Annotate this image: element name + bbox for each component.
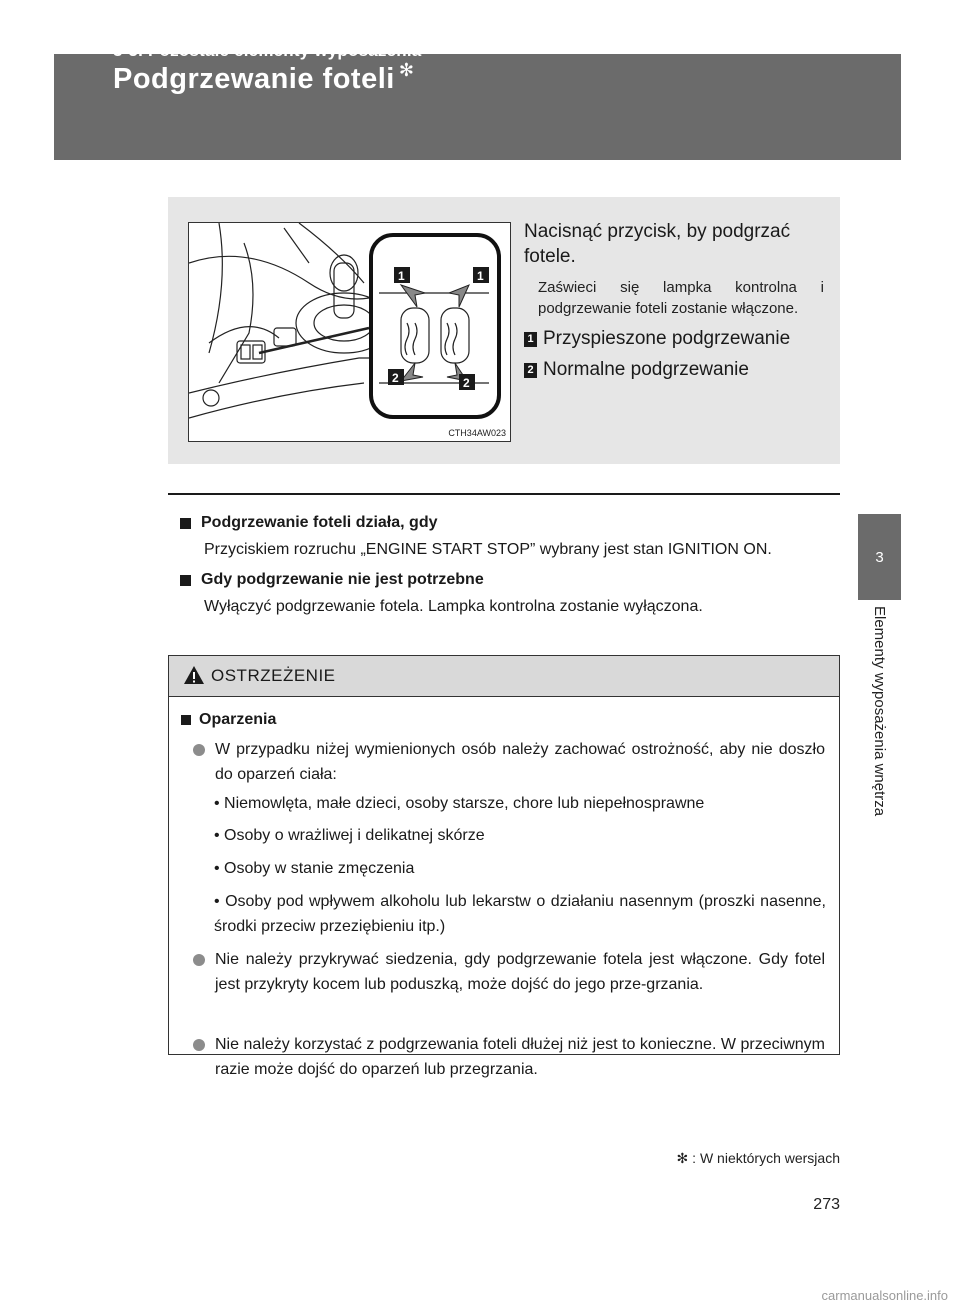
- warning-box: [168, 655, 840, 1078]
- square-bullet-icon: [180, 575, 191, 586]
- warning-bullet: [193, 737, 825, 787]
- asterisk-mark: ✻: [398, 60, 415, 80]
- bullet-dot-icon: [193, 1039, 205, 1051]
- warning-bullet: [193, 947, 825, 997]
- callout-2-right: 2: [463, 376, 470, 390]
- legend-label: Normalne podgrzewanie: [543, 359, 749, 380]
- note-item: [180, 514, 840, 559]
- warning-title: OSTRZEŻENIE: [211, 666, 336, 685]
- warning-subitem: • Osoby pod wpływem alkoholu lub lekarstw o działaniu nasennym (proszki nasenne, środki przeciw przeziębieniu itp.): [214, 893, 826, 935]
- warning-bullet-text: W przypadku niżej wymienionych osób należy zachować ostrożność, aby nie doszło do oparzeń ciała:: [215, 741, 825, 783]
- legend-item: [524, 328, 824, 350]
- instruction-detail: Zaświeci się lampka kontrolna i podgrzewanie foteli zostanie włączone.: [538, 279, 824, 317]
- warning-subitem: • Niemowlęta, małe dzieci, osoby starsze, chore lub niepełnosprawne: [214, 795, 705, 812]
- note-heading: [180, 571, 840, 589]
- legend-item: [524, 359, 824, 381]
- divider: [168, 493, 840, 495]
- seat-heater-illustration: [188, 222, 511, 442]
- chapter-label-text: Elementy wyposażenia wnętrza: [871, 606, 888, 817]
- instruction-text: Nacisnąć przycisk, by podgrzać fotele.: [524, 221, 791, 267]
- console-drawing: [189, 223, 510, 441]
- callout-2-left: 2: [392, 371, 399, 385]
- section-label: 3-5. Pozostałe elementy wyposażenia: [113, 41, 422, 60]
- chapter-label: [858, 600, 901, 890]
- legend-label: Przyspieszone podgrzewanie: [543, 328, 791, 349]
- callout-1-right: 1: [477, 269, 484, 283]
- page-title-text: Podgrzewanie foteli: [113, 63, 395, 95]
- watermark[interactable]: carmanualsonline.info: [821, 1288, 948, 1303]
- bullet-dot-icon: [193, 954, 205, 966]
- warning-bullet-text: Nie należy przykrywać siedzenia, gdy podgrzewanie fotela jest włączone. Gdy fotel jest przykryty kocem lub poduszką, może dojść do jego prze-grzania.: [215, 951, 825, 993]
- page-title: [113, 60, 414, 96]
- warning-bullet: [193, 1032, 825, 1082]
- warning-header: [169, 656, 839, 697]
- warning-heading: [181, 711, 276, 729]
- legend-number: 2: [524, 363, 537, 378]
- warning-triangle-icon: [183, 665, 205, 685]
- note-heading-text: Gdy podgrzewanie nie jest potrzebne: [201, 571, 484, 588]
- warning-bullet-text: Nie należy korzystać z podgrzewania foteli dłużej niż jest to konieczne. W przeciwnym razie może dojść do oparzeń lub przegrzania.: [215, 1036, 825, 1078]
- page-number: 273: [813, 1196, 840, 1213]
- note-item: [180, 571, 840, 616]
- image-code: CTH34AW023: [448, 428, 506, 438]
- square-bullet-icon: [181, 715, 191, 725]
- figure-text: [524, 219, 824, 381]
- chapter-tab[interactable]: [858, 514, 901, 600]
- figure-panel: [168, 197, 840, 464]
- note-heading-text: Podgrzewanie foteli działa, gdy: [201, 514, 438, 531]
- legend-number: 1: [524, 332, 537, 347]
- callout-1-left: 1: [398, 269, 405, 283]
- warning-subitem: • Osoby w stanie zmęczenia: [214, 860, 415, 877]
- chapter-number: 3: [875, 548, 884, 566]
- note-body: Przyciskiem rozruchu „ENGINE START STOP” wybrany jest stan IGNITION ON.: [204, 541, 772, 558]
- warning-heading-text: Oparzenia: [199, 711, 277, 728]
- square-bullet-icon: [180, 518, 191, 529]
- note-body: Wyłączyć podgrzewanie fotela. Lampka kontrolna zostanie wyłączona.: [204, 598, 703, 615]
- warning-subitem: • Osoby o wrażliwej i delikatnej skórze: [214, 827, 485, 844]
- footnote: ✻ : W niektórych wersjach: [676, 1150, 840, 1166]
- note-heading: [180, 514, 840, 532]
- bullet-dot-icon: [193, 744, 205, 756]
